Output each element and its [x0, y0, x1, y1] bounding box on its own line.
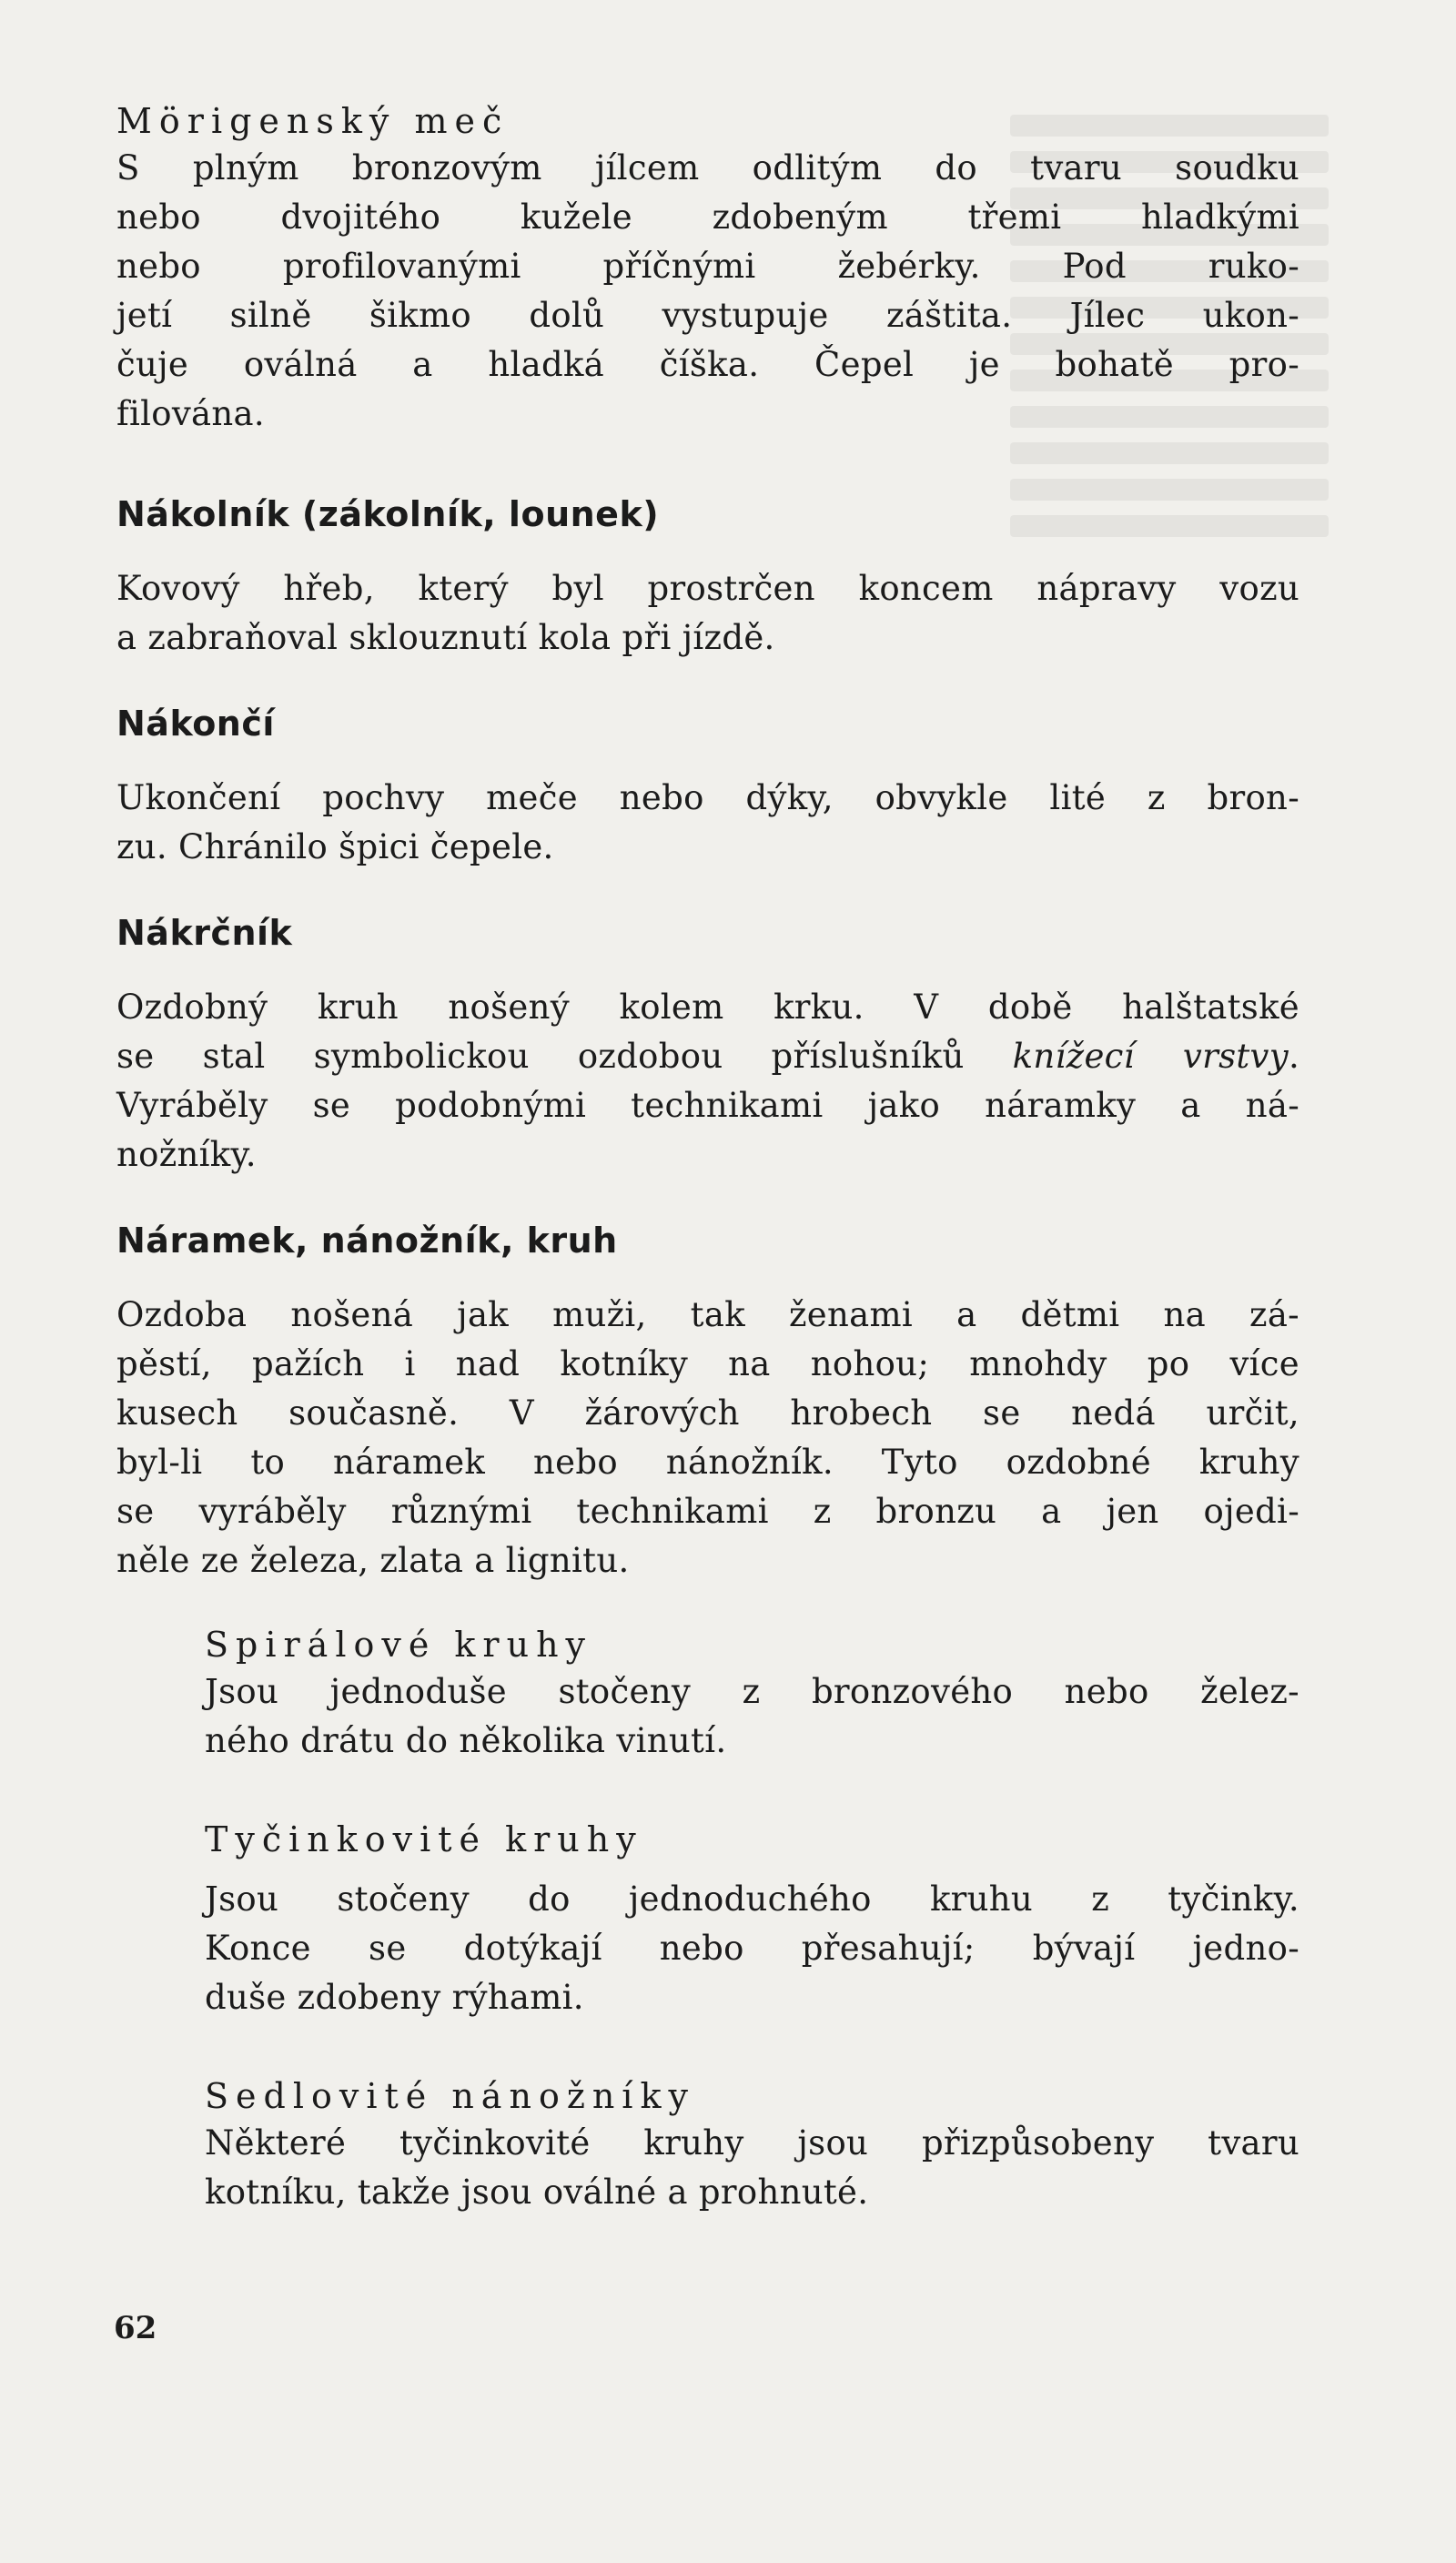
entry-morigensky-mec	[116, 98, 1299, 439]
text-line: něle ze železa, zlata a lignitu.	[116, 1541, 630, 1580]
text-line: S plným bronzovým jílcem odlitým do tvaru soudku	[116, 148, 1299, 187]
page-number: 62	[114, 2310, 157, 2346]
text-line: zu. Chránilo špici čepele.	[116, 827, 554, 866]
text-line: Jsou stočeny do jednoduchého kruhu z tyčinky.	[205, 1879, 1299, 1919]
entry-nakolnik	[116, 490, 1299, 663]
text-line: Konce se dotýkají nebo přesahují; bývají jedno-	[205, 1929, 1299, 1968]
text-line: se stal symbolickou ozdobou příslušníků knížecí vrstvy.	[116, 1037, 1299, 1076]
text-line: nebo profilovanými příčnými žebérky. Pod ruko-	[116, 247, 1299, 286]
text-line: Ozdoba nošená jak muži, tak ženami a dětmi na zá-	[116, 1295, 1299, 1334]
entry-heading: Mörigenský meč	[116, 101, 510, 141]
text-line: filována.	[116, 394, 265, 433]
entry-heading: Nákrčník	[116, 913, 293, 953]
text-line: Ozdobný kruh nošený kolem krku. V době halštatské	[116, 988, 1299, 1027]
entry-spiralove-kruhy	[205, 1622, 1299, 1766]
text-line: duše zdobeny rýhami.	[205, 1978, 584, 2017]
text-line: se vyráběly různými technikami z bronzu a jen ojedi-	[116, 1492, 1299, 1531]
text-line: byl-li to náramek nebo nánožník. Tyto ozdobné kruhy	[116, 1443, 1299, 1482]
text-line: Vyráběly se podobnými technikami jako náramky a ná-	[116, 1086, 1299, 1125]
entry-text	[116, 983, 1299, 1180]
entry-heading: Spirálové kruhy	[205, 1625, 593, 1665]
text-line: Kovový hřeb, který byl prostrčen koncem nápravy vozu	[116, 569, 1299, 608]
entry-heading: Sedlovité nánožníky	[205, 2076, 695, 2116]
entry-text	[205, 1875, 1299, 2022]
entry-nakrcnik	[116, 908, 1299, 1180]
entry-nakonci	[116, 699, 1299, 872]
text-line: Některé tyčinkovité kruhy jsou přizpůsobeny tvaru	[205, 2123, 1299, 2163]
text-line: ného drátu do několika vinutí.	[205, 1721, 727, 1760]
italic-phrase: knížecí vrstvy	[1012, 1037, 1289, 1076]
text-line: čuje oválná a hladká číška. Čepel je bohatě pro-	[116, 345, 1299, 384]
entry-text	[116, 774, 1299, 872]
entry-heading: Nákolník (zákolník, lounek)	[116, 494, 660, 534]
entry-text	[116, 144, 1299, 439]
entry-tycinkovite-kruhy	[205, 1817, 1299, 2022]
text-line: kotníku, takže jsou oválné a prohnuté.	[205, 2173, 869, 2212]
entry-heading: Náramek, nánožník, kruh	[116, 1221, 618, 1261]
text-line: pěstí, pažích i nad kotníky na nohou; mnohdy po více	[116, 1344, 1299, 1383]
page-body	[116, 98, 1299, 2217]
text-line: a zabraňoval sklouznutí kola při jízdě.	[116, 618, 775, 657]
entry-sedlovite-nanozniky	[205, 2073, 1299, 2217]
entry-heading: Nákončí	[116, 704, 275, 744]
text-line: jetí silně šikmo dolů vystupuje záštita. Jílec ukon-	[116, 296, 1299, 335]
entry-heading: Tyčinkovité kruhy	[205, 1819, 643, 1859]
entry-text	[116, 564, 1299, 663]
text-line: kusech současně. V žárových hrobech se nedá určit,	[116, 1393, 1299, 1433]
text-line: Ukončení pochvy meče nebo dýky, obvykle lité z bron-	[116, 778, 1299, 817]
entry-text	[205, 1667, 1299, 1766]
entry-naramek	[116, 1216, 1299, 1585]
text-line: nebo dvojitého kužele zdobeným třemi hladkými	[116, 198, 1299, 237]
text-line: Jsou jednoduše stočeny z bronzového nebo želez-	[205, 1672, 1299, 1711]
entry-text	[205, 2119, 1299, 2217]
entry-text	[116, 1291, 1299, 1585]
text-line: nožníky.	[116, 1135, 257, 1174]
